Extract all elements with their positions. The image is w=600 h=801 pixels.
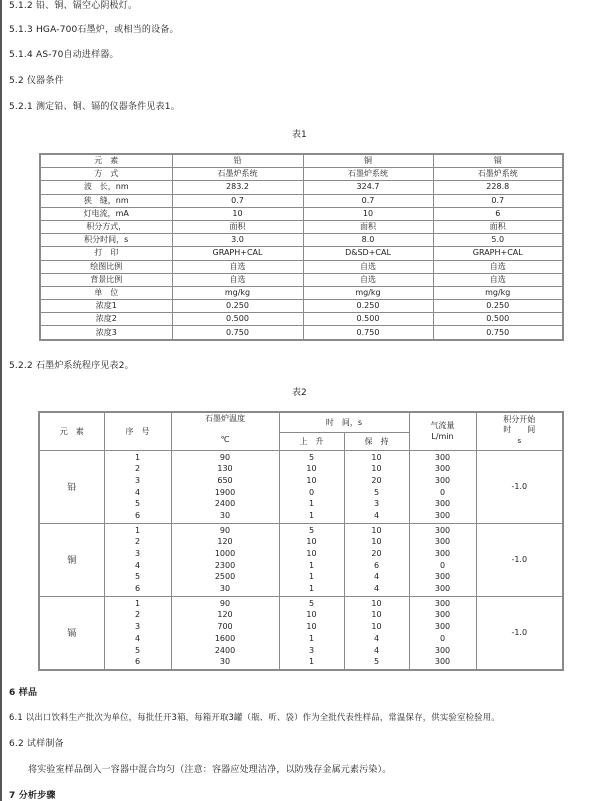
temp-value: 650 [217, 475, 233, 485]
temp-column-cell [171, 596, 279, 670]
gas-value: 300 [434, 584, 451, 594]
header-gas-flow-unit: L/min [431, 432, 454, 442]
gas-value: 300 [434, 464, 451, 474]
row-label-cell: 元 素 [40, 154, 172, 168]
table1-caption: 表1 [292, 130, 307, 140]
element-group-row [39, 523, 563, 596]
temp-value: 30 [219, 510, 231, 520]
gas-value: 300 [434, 537, 451, 547]
header-seq: 序 号 [104, 412, 171, 450]
header-gas-flow [409, 412, 476, 450]
table-row [40, 300, 563, 313]
hold-value: 5 [373, 487, 380, 497]
value-cell: GRAPH+CAL [433, 247, 563, 260]
value-cell: 228.8 [433, 181, 563, 194]
hold-value: 10 [371, 622, 382, 632]
value-cell: 10 [303, 207, 433, 220]
para-5-1-3: 5.1.3 HGA-700石墨炉，或相当的设备。 [9, 25, 179, 35]
seq-value: 4 [134, 487, 141, 497]
header-gas-flow-label: 气流量 [430, 421, 455, 431]
seq-value: 1 [134, 598, 141, 608]
seq-value: 3 [134, 549, 141, 558]
hold-value: 4 [373, 572, 380, 582]
hold-value: 10 [371, 598, 382, 608]
gas-value: 0 [439, 487, 446, 497]
gas-value: 0 [439, 633, 446, 643]
value-cell: 10 [172, 207, 303, 220]
para-5-2-2: 5.2.2 石墨炉系统程序见表2。 [9, 361, 134, 371]
table-row [40, 326, 563, 340]
table-row [40, 194, 563, 207]
element-group-row [39, 450, 563, 523]
temp-value: 120 [217, 610, 233, 620]
value-cell: 自选 [303, 273, 433, 286]
hold-value: 10 [371, 452, 382, 462]
table2-caption: 表2 [292, 388, 307, 398]
seq-value: 6 [134, 510, 141, 520]
seq-value: 1 [134, 525, 141, 535]
seq-column-cell [104, 523, 171, 596]
gas-column-cell [409, 596, 476, 670]
temp-value: 90 [219, 598, 231, 608]
value-cell: 0.7 [433, 194, 563, 207]
header-integration-start [476, 412, 563, 450]
element-cell: 铅 [39, 450, 104, 523]
seq-value: 3 [134, 622, 141, 632]
value-cell: 0.7 [172, 194, 303, 207]
value-cell: 自选 [303, 260, 433, 273]
table-row [40, 260, 563, 273]
ramp-value: 1 [308, 510, 315, 520]
hold-value: 20 [371, 475, 382, 485]
ramp-column-cell [279, 523, 344, 596]
table-row [40, 313, 563, 326]
row-label-cell: 积分方式， [40, 220, 172, 233]
temp-value: 90 [219, 452, 231, 462]
row-label-cell: 浓度2 [40, 313, 172, 326]
hold-value: 10 [371, 610, 382, 620]
value-cell: 镉 [433, 154, 563, 168]
value-cell: 自选 [172, 260, 303, 273]
ramp-column-cell [279, 450, 344, 523]
table-row [40, 181, 563, 194]
value-cell: D&SD+CAL [303, 247, 433, 260]
hold-value: 5 [373, 657, 380, 667]
temp-value: 120 [217, 537, 233, 547]
seq-value: 4 [134, 560, 141, 570]
row-label-cell: 背景比例 [40, 273, 172, 286]
value-cell: 0.750 [303, 326, 433, 340]
value-cell: 0.250 [433, 300, 563, 313]
ramp-value: 1 [308, 572, 315, 582]
value-cell: 自选 [433, 260, 563, 273]
instrument-conditions-table [39, 153, 564, 341]
value-cell: 283.2 [172, 181, 303, 194]
para-6-2-body: 将实验室样品倒入一容器中混合均匀（注意：容器应处理洁净，以防残存金属元素污染）。 [28, 765, 392, 775]
temp-column-cell [171, 450, 279, 523]
seq-value: 2 [134, 537, 141, 547]
table-row [40, 207, 563, 220]
ramp-value: 1 [308, 499, 315, 509]
seq-value: 5 [134, 499, 141, 509]
hold-value: 4 [373, 584, 380, 594]
hold-column-cell [344, 596, 409, 670]
hold-value: 4 [373, 645, 380, 655]
section-5-2-heading: 5.2 仪器条件 [9, 76, 64, 86]
header-time: 时 间，s [279, 412, 409, 432]
ramp-value: 5 [308, 598, 315, 608]
para-5-1-4: 5.1.4 AS-70自动进样器。 [9, 50, 119, 60]
gas-column-cell [409, 450, 476, 523]
temp-value: 90 [219, 525, 231, 535]
ramp-value: 1 [308, 633, 315, 643]
gas-value: 300 [434, 452, 451, 462]
table-row [40, 168, 563, 181]
value-cell: 面积 [172, 220, 303, 233]
table1-header-row [40, 154, 563, 168]
header-hold: 保 持 [344, 432, 409, 450]
hold-value: 4 [373, 510, 380, 520]
hold-value: 10 [371, 537, 382, 547]
gas-value: 300 [434, 657, 451, 667]
row-label-cell: 打 印 [40, 247, 172, 260]
row-label-cell: 狭 缝，nm [40, 194, 172, 207]
row-label-cell: 浓度3 [40, 326, 172, 340]
gas-value: 300 [434, 499, 451, 509]
value-cell: 自选 [172, 273, 303, 286]
header-temperature-label: 石墨炉温度 [205, 414, 245, 423]
row-label-cell: 单 位 [40, 286, 172, 299]
value-cell: 324.7 [303, 181, 433, 194]
ramp-value: 10 [306, 622, 317, 632]
value-cell: 石墨炉系统 [433, 168, 563, 181]
value-cell: 0.500 [172, 313, 303, 326]
hold-column-cell [344, 450, 409, 523]
seq-value: 4 [134, 633, 141, 643]
ramp-value: 10 [306, 464, 317, 474]
value-cell: 0.750 [433, 326, 563, 340]
value-cell: 0.500 [303, 313, 433, 326]
gas-value: 300 [434, 475, 451, 485]
seq-value: 2 [134, 610, 141, 620]
value-cell: 3.0 [172, 234, 303, 247]
seq-value: 6 [134, 584, 141, 594]
value-cell: 自选 [433, 273, 563, 286]
header-integration-label: 积分开始 [503, 415, 536, 425]
value-cell: 5.0 [433, 234, 563, 247]
temp-value: 30 [219, 584, 231, 594]
value-cell: 铅 [172, 154, 303, 168]
temp-value: 1900 [214, 487, 236, 497]
gas-value: 300 [434, 549, 451, 558]
ramp-value: 0 [308, 487, 315, 497]
seq-value: 2 [134, 464, 141, 474]
table-row [40, 286, 563, 299]
para-6-1: 6.1 以出口饮料生产批次为单位，每批任开3箱，每箱开取3罐（瓶、听、袋）作为全批代表性样品，常温保存，供实验室检验用。 [9, 712, 500, 722]
ramp-column-cell [279, 596, 344, 670]
seq-value: 1 [134, 452, 141, 462]
row-label-cell: 积分时间，s [40, 234, 172, 247]
gas-value: 300 [434, 610, 451, 620]
gas-value: 300 [434, 598, 451, 608]
seq-value: 5 [134, 645, 141, 655]
temp-value: 2400 [214, 645, 236, 655]
hold-value: 3 [373, 499, 380, 509]
value-cell: 石墨炉系统 [303, 168, 433, 181]
seq-column-cell [104, 450, 171, 523]
hold-value: 10 [371, 464, 382, 474]
temp-value: 700 [217, 622, 233, 632]
table-row [40, 220, 563, 233]
temp-value: 1000 [214, 549, 236, 558]
temp-value: 2300 [214, 560, 236, 570]
header-temperature-unit: ℃ [220, 435, 230, 444]
gas-value: 0 [439, 560, 446, 570]
value-cell: 0.250 [303, 300, 433, 313]
temp-value: 1600 [214, 633, 236, 643]
ramp-value: 1 [308, 584, 315, 594]
integration-start-cell: -1.0 [476, 596, 563, 670]
temp-column-cell [171, 523, 279, 596]
gas-value: 300 [434, 510, 451, 520]
hold-value: 4 [373, 633, 380, 643]
ramp-value: 10 [306, 610, 317, 620]
value-cell: 6 [433, 207, 563, 220]
ramp-value: 10 [306, 537, 317, 547]
section-6-heading: 6 样品 [9, 688, 38, 698]
temp-value: 130 [217, 464, 233, 474]
row-label-cell: 绘图比例 [40, 260, 172, 273]
row-label-cell: 方 式 [40, 168, 172, 181]
value-cell: mg/kg [433, 286, 563, 299]
value-cell: 0.250 [172, 300, 303, 313]
value-cell: 0.7 [303, 194, 433, 207]
header-temperature [171, 412, 279, 450]
para-5-2-1: 5.2.1 测定铅、铜、镉的仪器条件见表1。 [9, 102, 180, 112]
value-cell: 0.500 [433, 313, 563, 326]
row-label-cell: 浓度1 [40, 300, 172, 313]
ramp-value: 1 [308, 560, 315, 570]
hold-column-cell [344, 523, 409, 596]
hold-value: 10 [371, 525, 382, 535]
element-group-row [39, 596, 563, 670]
section-7-heading: 7 分析步骤 [9, 791, 56, 801]
temp-value: 2500 [214, 572, 236, 582]
ramp-value: 1 [308, 657, 315, 667]
temp-value: 30 [219, 657, 231, 667]
table-row [40, 273, 563, 286]
header-integration-unit: s [517, 437, 522, 446]
value-cell: mg/kg [303, 286, 433, 299]
value-cell: 石墨炉系统 [172, 168, 303, 181]
ramp-value: 3 [308, 645, 315, 655]
header-ramp: 上 升 [279, 432, 344, 450]
hold-value: 6 [373, 560, 380, 570]
hold-value: 20 [371, 549, 382, 558]
row-label-cell: 波 长，nm [40, 181, 172, 194]
header-element: 元 素 [39, 412, 104, 450]
table-row [40, 234, 563, 247]
gas-value: 300 [434, 645, 451, 655]
gas-value: 300 [434, 572, 451, 582]
value-cell: GRAPH+CAL [172, 247, 303, 260]
page-left-border [0, 0, 2, 801]
gas-column-cell [409, 523, 476, 596]
ramp-value: 5 [308, 452, 315, 462]
integration-start-cell: -1.0 [476, 450, 563, 523]
value-cell: 面积 [303, 220, 433, 233]
ramp-value: 10 [306, 549, 317, 558]
value-cell: 铜 [303, 154, 433, 168]
value-cell: 面积 [433, 220, 563, 233]
row-label-cell: 灯电流，mA [40, 207, 172, 220]
ramp-value: 10 [306, 475, 317, 485]
para-6-2: 6.2 试样制备 [9, 739, 64, 749]
value-cell: 8.0 [303, 234, 433, 247]
value-cell: 0.750 [172, 326, 303, 340]
gas-value: 300 [434, 525, 451, 535]
para-5-1-2: 5.1.2 铅、铜、镉空心阴极灯。 [9, 1, 138, 11]
element-cell: 铜 [39, 523, 104, 596]
header-integration-label2: 时 间 [503, 425, 536, 435]
gas-value: 300 [434, 622, 451, 632]
element-cell: 镉 [39, 596, 104, 670]
table-row [40, 247, 563, 260]
temp-value: 2400 [214, 499, 236, 509]
ramp-value: 5 [308, 525, 315, 535]
seq-value: 6 [134, 657, 141, 667]
integration-start-cell: -1.0 [476, 523, 563, 596]
furnace-program-table [38, 411, 564, 671]
seq-value: 5 [134, 572, 141, 582]
seq-value: 3 [134, 475, 141, 485]
seq-column-cell [104, 596, 171, 670]
value-cell: mg/kg [172, 286, 303, 299]
